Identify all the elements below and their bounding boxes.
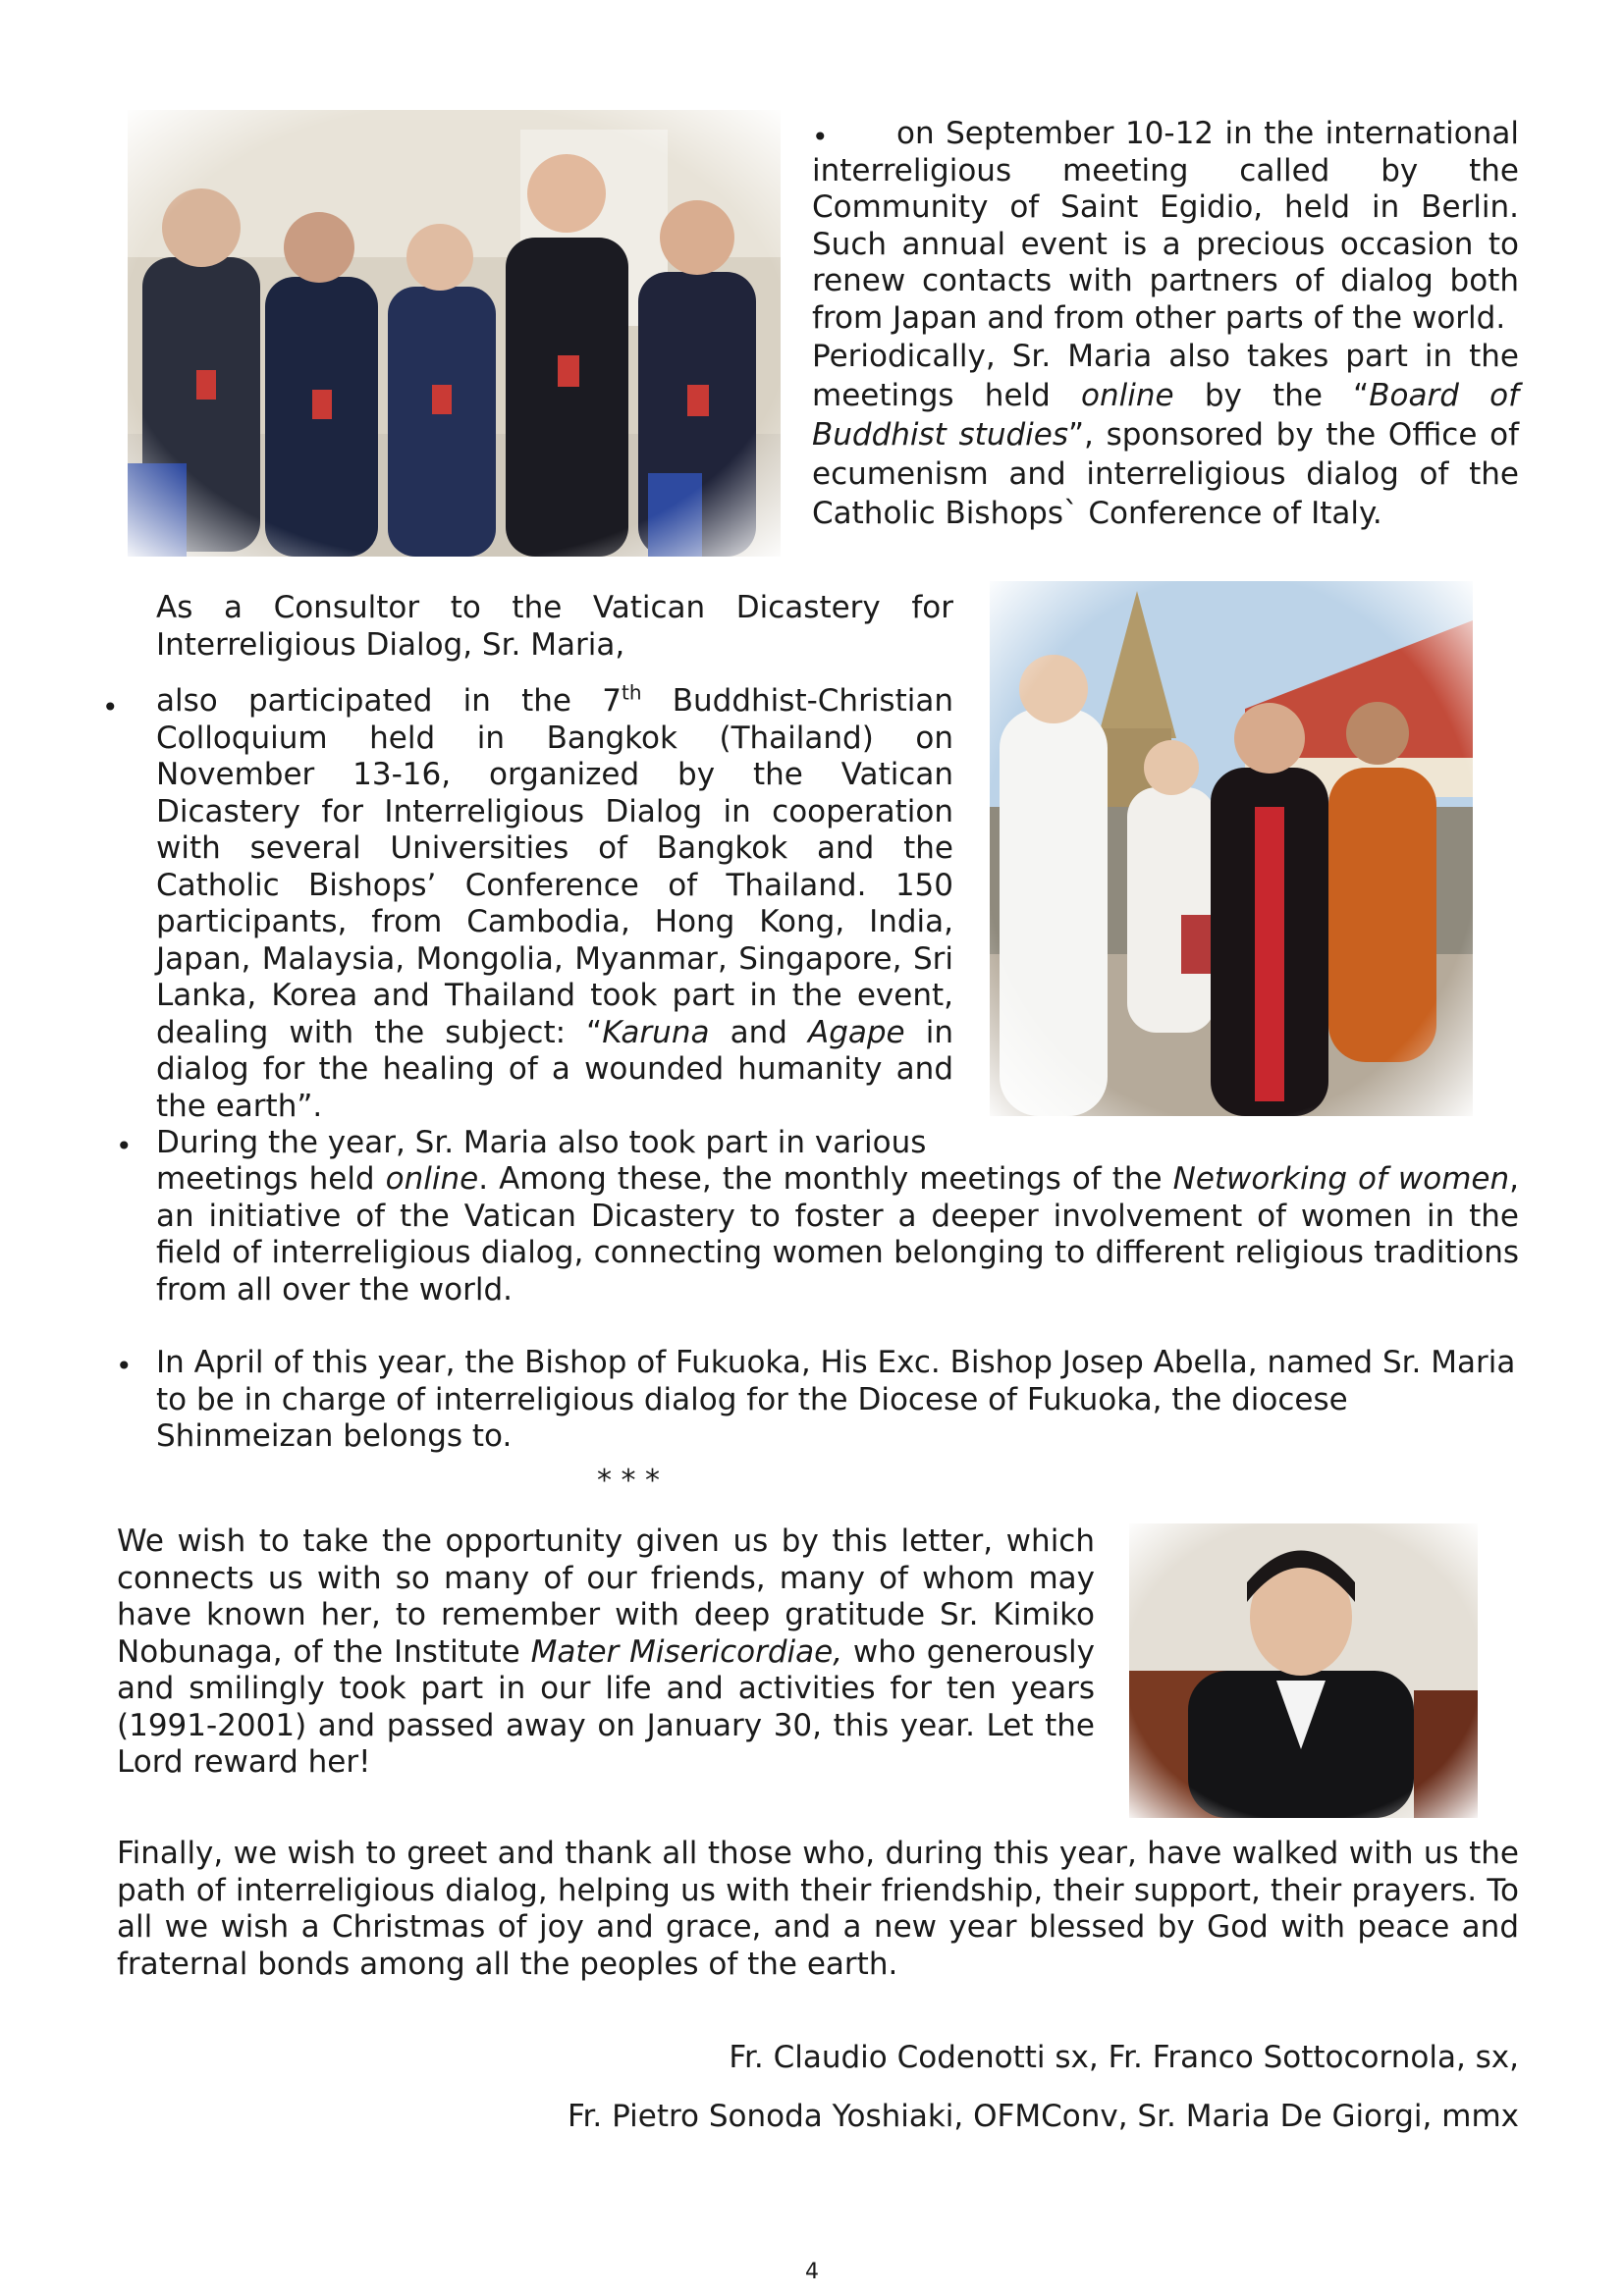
text-line: Community of Saint Egidio, held in Berlin. <box>812 189 1519 225</box>
text-line: interreligious meeting called by the <box>812 152 1519 188</box>
online-meetings-line1: During the year, Sr. Maria also took part in various <box>156 1125 927 1160</box>
board-of-buddhist-studies-paragraph: Periodically, Sr. Maria also takes part in the meetings held online by the “Board of Buddhist studies”, sponsored by the Office of ecumenism and interreligious dialog of the Catholic Bishops` Conference of Italy. <box>812 339 1519 531</box>
text-line: on September 10-12 in the international <box>896 116 1519 151</box>
photo-berlin-group <box>128 110 781 557</box>
bullet-marker: • <box>102 691 119 723</box>
section-separator: * * * <box>596 1464 661 1498</box>
page-number: 4 <box>805 2260 819 2284</box>
text-line: Such annual event is a precious occasion to <box>812 226 1519 262</box>
bullet-marker: • <box>116 1350 133 1382</box>
signature-line-2: Fr. Pietro Sonoda Yoshiaki, OFMConv, Sr. Maria De Giorgi, mmx <box>567 2099 1519 2134</box>
berlin-meeting-text <box>812 116 1519 533</box>
consultor-intro: As a Consultor to the Vatican Dicastery for Interreligious Dialog, Sr. Maria, <box>156 590 953 663</box>
photo-bangkok-colloquium <box>990 581 1473 1116</box>
bullet-marker: • <box>116 1130 133 1162</box>
online-meetings-text: meetings held online. Among these, the monthly meetings of the Networking of women, an initiative of the Vatican Dicastery to foster a deeper involvement of women in the field of interreligious dialog, connecting women belonging to different religious traditions from all over the world. <box>156 1161 1520 1308</box>
kimiko-remembrance-text: We wish to take the opportunity given us by this letter, which connects us with so many of our friends, many of whom may have known her, to remember with deep gratitude Sr. Kimiko Nobunaga, of the Institute Mater Misericordiae, who generously and smilingly took part in our life and activities for ten years (1991-2001) and passed away on January 30, this year. Let the Lord reward her! <box>117 1523 1095 1780</box>
bangkok-colloquium-text: also participated in the 7th Buddhist-Christian Colloquium held in Bangkok (Thailand) on November 13-16, organized by the Vatican Dicastery for Interreligious Dialog in cooperation with several Universities of Bangkok and the Catholic Bishops’ Conference of Thailand. 150 participants, from Cambodia, Hong Kong, India, Japan, Malaysia, Mongolia, Myanmar, Singapore, Sri Lanka, Korea and Thailand took part in the event, dealing with the subject: “Karuna and Agape in dialog for the healing of a wounded humanity and the earth”. <box>156 680 953 1124</box>
text-line: renew contacts with partners of dialog both <box>812 263 1519 298</box>
photo-sr-kimiko <box>1129 1523 1478 1818</box>
closing-greeting: Finally, we wish to greet and thank all those who, during this year, have walked with us the path of interreligious dialog, helping us with their friendship, their support, their prayers. To all we wish a Christmas of joy and grace, and a new year blessed by God with peace and fraternal bonds among all the peoples of the earth. <box>117 1836 1519 1982</box>
fukuoka-appointment-text: In April of this year, the Bishop of Fukuoka, His Exc. Bishop Josep Abella, named Sr. Maria to be in charge of interreligious dialog for the Diocese of Fukuoka, the diocese Shinmeizan belongs to. <box>156 1345 1516 1454</box>
text-line: from Japan and from other parts of the world. <box>812 299 1506 336</box>
signature-line-1: Fr. Claudio Codenotti sx, Fr. Franco Sottocornola, sx, <box>729 2040 1519 2075</box>
bullet-marker: • <box>812 121 829 153</box>
